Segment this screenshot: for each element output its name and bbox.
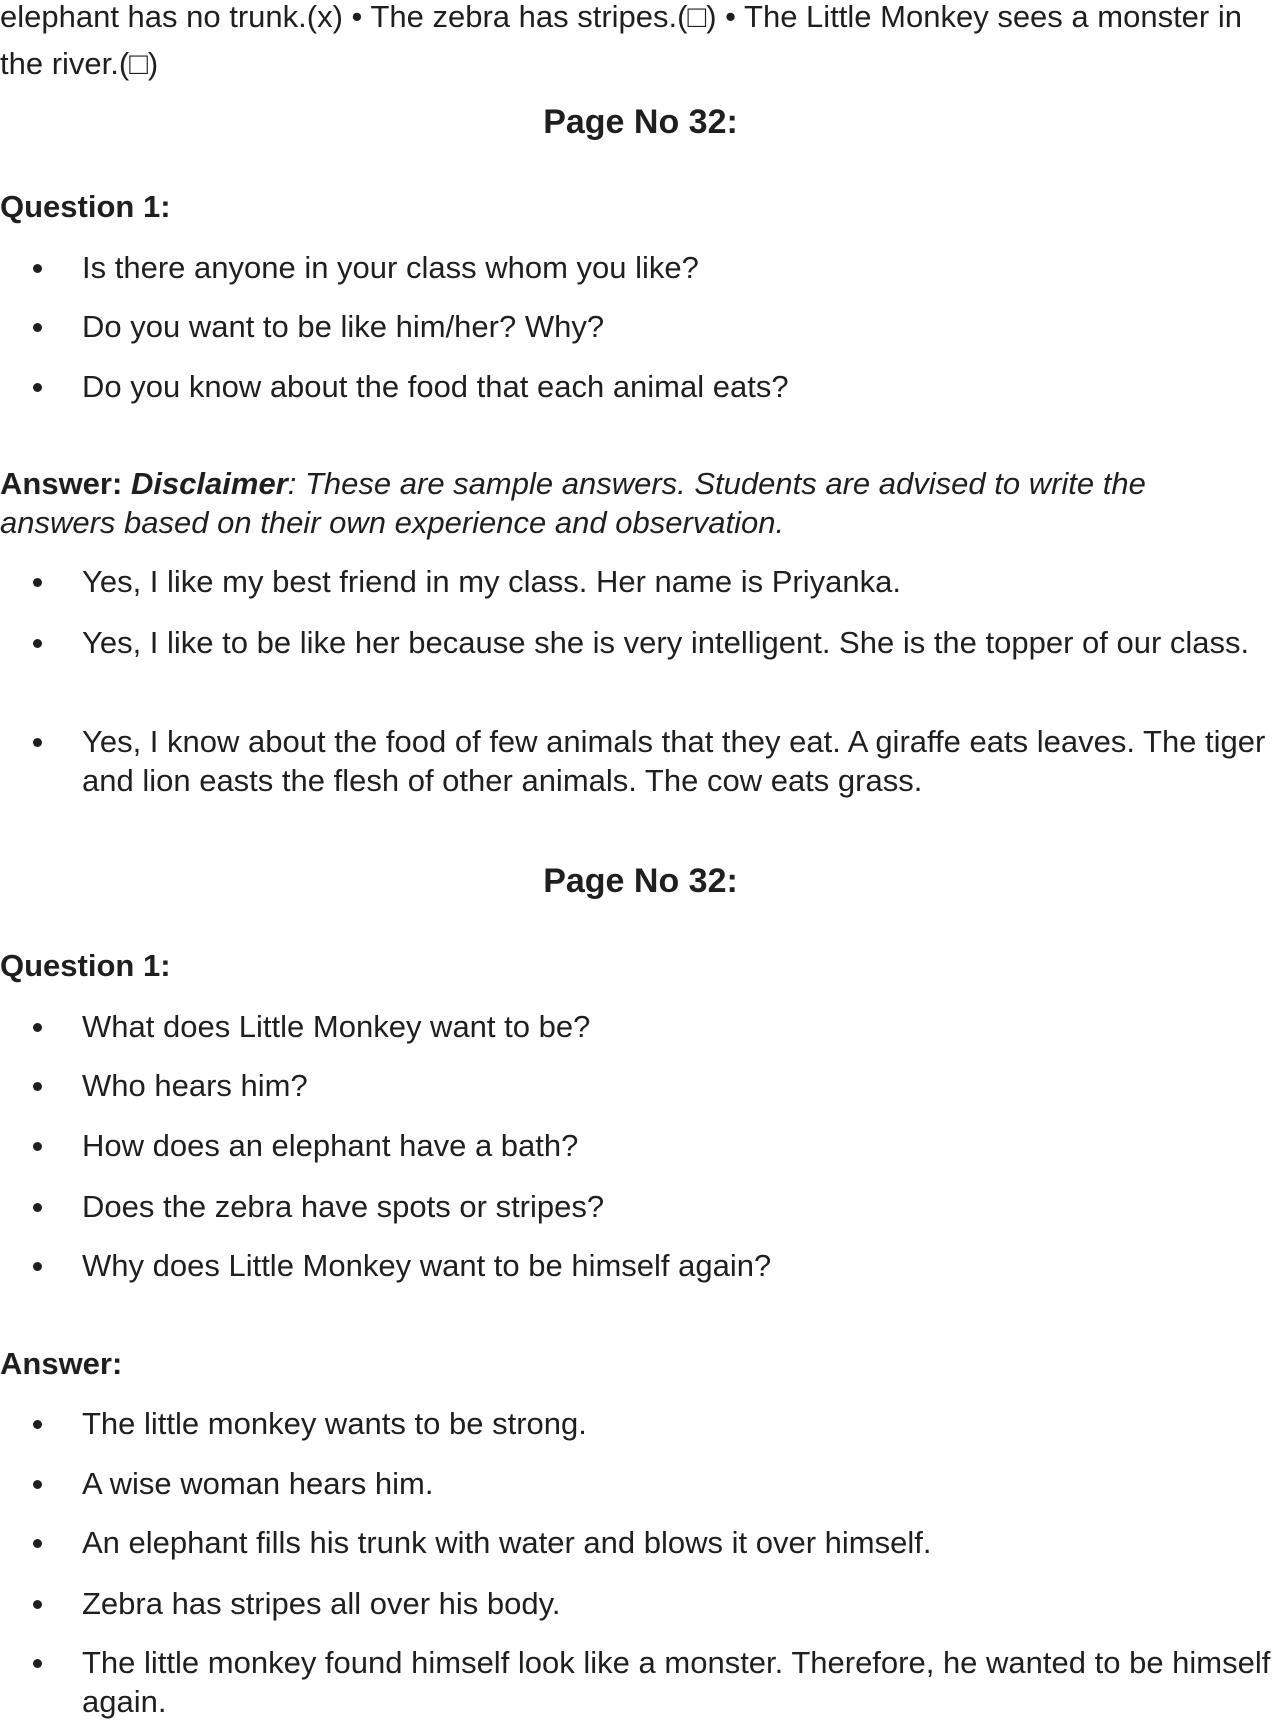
section1-answer-intro xyxy=(0,464,1261,542)
bullet-icon xyxy=(33,323,42,332)
question-text: Do you want to be like him/her? Why? xyxy=(82,309,605,344)
list-item xyxy=(82,1584,1273,1623)
intro-text xyxy=(0,0,1271,87)
bullet-icon xyxy=(33,1262,42,1271)
list-item xyxy=(82,1066,1273,1105)
bullet-icon xyxy=(33,1082,42,1091)
list-item xyxy=(82,562,1273,601)
bullet-icon xyxy=(33,264,42,273)
bullet-icon xyxy=(33,1539,42,1548)
section1-heading: Page No 32: xyxy=(543,103,738,141)
list-item xyxy=(82,367,1273,406)
question-text: Is there anyone in your class whom you like? xyxy=(82,250,699,285)
question-text: Do you know about the food that each animal eats? xyxy=(82,369,789,404)
bullet-icon xyxy=(33,1203,42,1212)
list-item xyxy=(82,1464,1273,1503)
section2-heading: Page No 32: xyxy=(543,862,738,900)
section1-question-label: Question 1: xyxy=(0,189,171,224)
bullet-icon xyxy=(33,383,42,392)
answer-text: Yes, I like my best friend in my class. Her name is Priyanka. xyxy=(82,564,901,599)
bullet-icon xyxy=(33,1023,42,1032)
answer-text: Yes, I know about the food of few animals that they eat. A giraffe eats leaves. The tiger and lion easts the flesh of other animals. The cow eats grass. xyxy=(82,724,1266,798)
bullet-icon xyxy=(33,578,42,587)
question-text: Who hears him? xyxy=(82,1068,308,1103)
section2-answer-label: Answer: xyxy=(0,1346,123,1381)
answer-text: Yes, I like to be like her because she is very intelligent. She is the topper of our class. xyxy=(82,625,1250,660)
list-item xyxy=(82,1007,1273,1046)
disclaimer-text: : These are sample answers. Students are advised to write the answers based on their own experience and observation. xyxy=(0,466,1146,540)
bullet-icon xyxy=(33,1659,42,1668)
list-item xyxy=(82,623,1273,662)
question-text: Why does Little Monkey want to be himself again? xyxy=(82,1248,772,1283)
question-text: What does Little Monkey want to be? xyxy=(82,1009,591,1044)
answer-text: An elephant fills his trunk with water and blows it over himself. xyxy=(82,1525,932,1560)
answer-text: The little monkey wants to be strong. xyxy=(82,1406,587,1441)
answer-text: A wise woman hears him. xyxy=(82,1466,434,1501)
bullet-icon xyxy=(33,1420,42,1429)
bullet-icon xyxy=(33,1600,42,1609)
list-item xyxy=(82,1404,1273,1443)
question-text: How does an elephant have a bath? xyxy=(82,1128,579,1163)
list-item xyxy=(82,1126,1273,1165)
disclaimer-label: Disclaimer xyxy=(130,466,288,501)
question-text: Does the zebra have spots or stripes? xyxy=(82,1189,605,1224)
answer-text: Zebra has stripes all over his body. xyxy=(82,1586,561,1621)
answer-text: The little monkey found himself look like a monster. Therefore, he wanted to be himself again. xyxy=(82,1645,1271,1719)
bullet-icon xyxy=(33,1142,42,1151)
list-item xyxy=(82,1187,1273,1226)
list-item xyxy=(82,1246,1273,1285)
answer-label: Answer: xyxy=(0,466,123,501)
bullet-icon xyxy=(33,1480,42,1489)
list-item xyxy=(82,248,1273,287)
bullet-icon xyxy=(33,639,42,648)
bullet-icon xyxy=(33,738,42,747)
list-item xyxy=(82,722,1273,800)
intro-text-content: elephant has no trunk.(x) • The zebra has stripes.(□) • The Little Monkey sees a monster in the river.(□) xyxy=(0,0,1242,81)
list-item xyxy=(82,1523,1273,1562)
list-item xyxy=(82,307,1273,346)
list-item xyxy=(82,1643,1281,1721)
section2-question-label: Question 1: xyxy=(0,948,171,983)
